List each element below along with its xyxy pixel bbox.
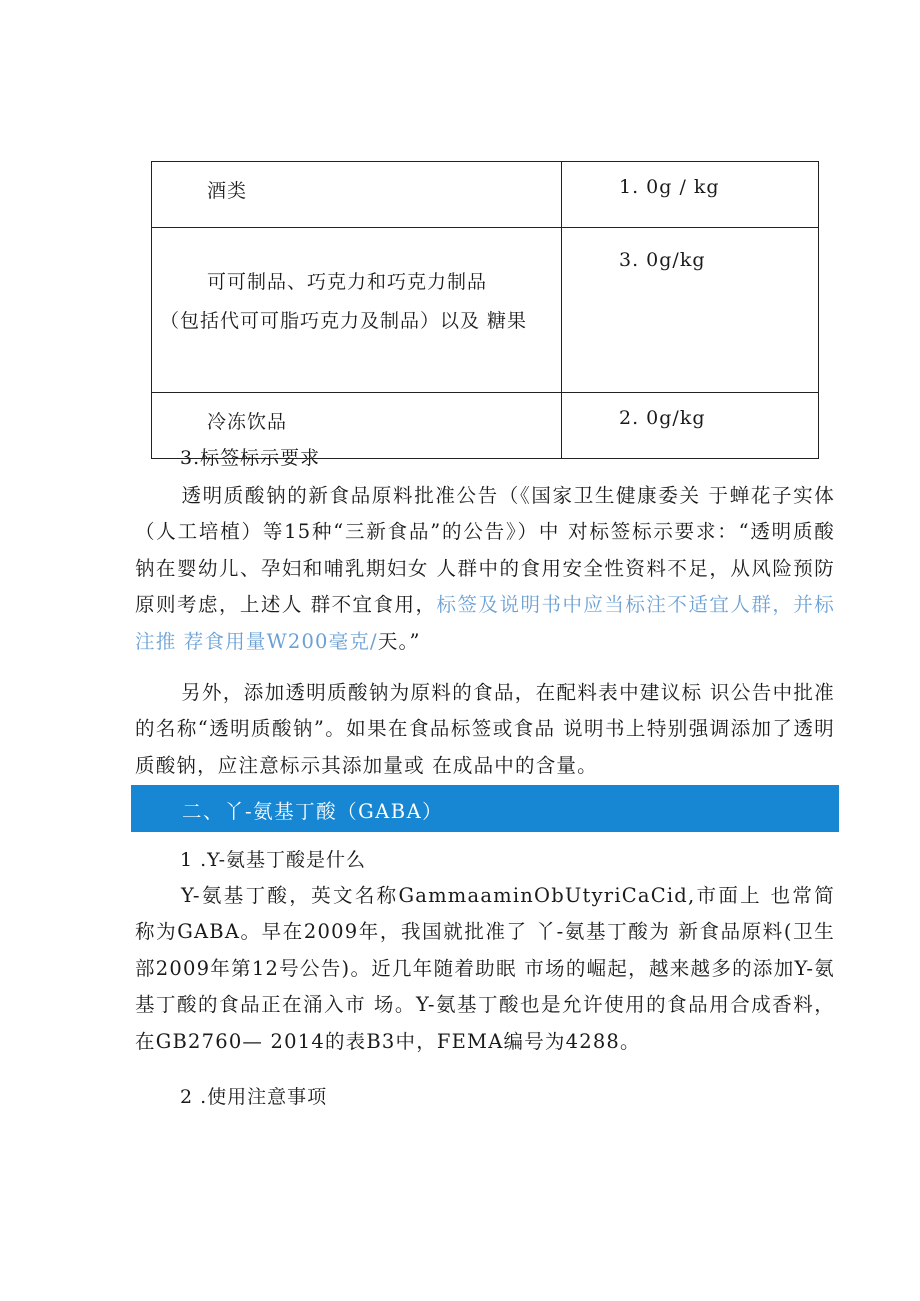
usage-notes-heading: 2 .使用注意事项 xyxy=(180,1086,328,1108)
section-title: 二、丫-氨基丁酸（GABA） xyxy=(182,800,444,823)
table-cell-category: 冷冻饮品 xyxy=(152,393,562,459)
category-line: （包括代可可脂巧克力及制品）以及 糖果 xyxy=(160,310,528,332)
label-requirement-paragraph xyxy=(135,478,835,660)
label-requirement-heading: 3.标签标示要求 xyxy=(180,447,321,469)
table-cell-value: 1. 0g / kg xyxy=(562,162,819,228)
paragraph-text: Y-氨基丁酸，英文名称GammaaminObUtyriCaCid,市面上 也常简称为GABA。早在2009年，我国就批准了 丫-氨基丁酸为 新食品原料(卫生部2009年第12号公告)。近几年随着助眠 市场的崛起，越来越多的添加Y-氨基丁酸的食品正在涌入市 场。Y-氨基丁酸也是允许使用的食品用合成香料，在GB2760— 2014的表B3中，FEMA编号为4288。 xyxy=(135,884,835,1053)
gaba-description-paragraph xyxy=(135,878,835,1060)
table-cell-value: 3. 0g/kg xyxy=(562,228,819,393)
table-row xyxy=(152,162,819,228)
gaba-what-heading: 1 .Y-氨基丁酸是什么 xyxy=(180,849,367,871)
category-line: 可可制品、巧克力和巧克力制品 xyxy=(207,271,488,293)
label-note-paragraph xyxy=(135,675,835,784)
table-cell-value: 2. 0g/kg xyxy=(562,393,819,459)
highlighted-text: 标签及说明书中应当标注不适宜人群，并标注推 荐食用量W200毫克/ xyxy=(135,593,835,653)
paragraph-text: 透明质酸钠的新食品原料批准公告（《国家卫生健康委关 于蝉花子实体（人工培植）等15种“三新食品”的公告》）中 对标签标示要求：“透明质酸钠在婴幼儿、孕妇和哺乳期妇女 人群中的食用安全性资料不足，从风险预防原则考虑，上述人 群不宜食用， xyxy=(135,484,835,617)
section-heading-bar xyxy=(131,785,839,832)
usage-limit-table xyxy=(151,161,819,459)
paragraph-text: 天。” xyxy=(377,629,421,653)
table-cell-category: 酒类 xyxy=(152,162,562,228)
paragraph-text: 另外，添加透明质酸钠为原料的食品，在配料表中建议标 识公告中批准的名称“透明质酸钠”。如果在食品标签或食品 说明书上特别强调添加了透明质酸钠，应注意标示其添加量或 在成品中的含量。 xyxy=(135,681,835,777)
table-row xyxy=(152,228,819,393)
table-cell-category xyxy=(152,228,562,393)
